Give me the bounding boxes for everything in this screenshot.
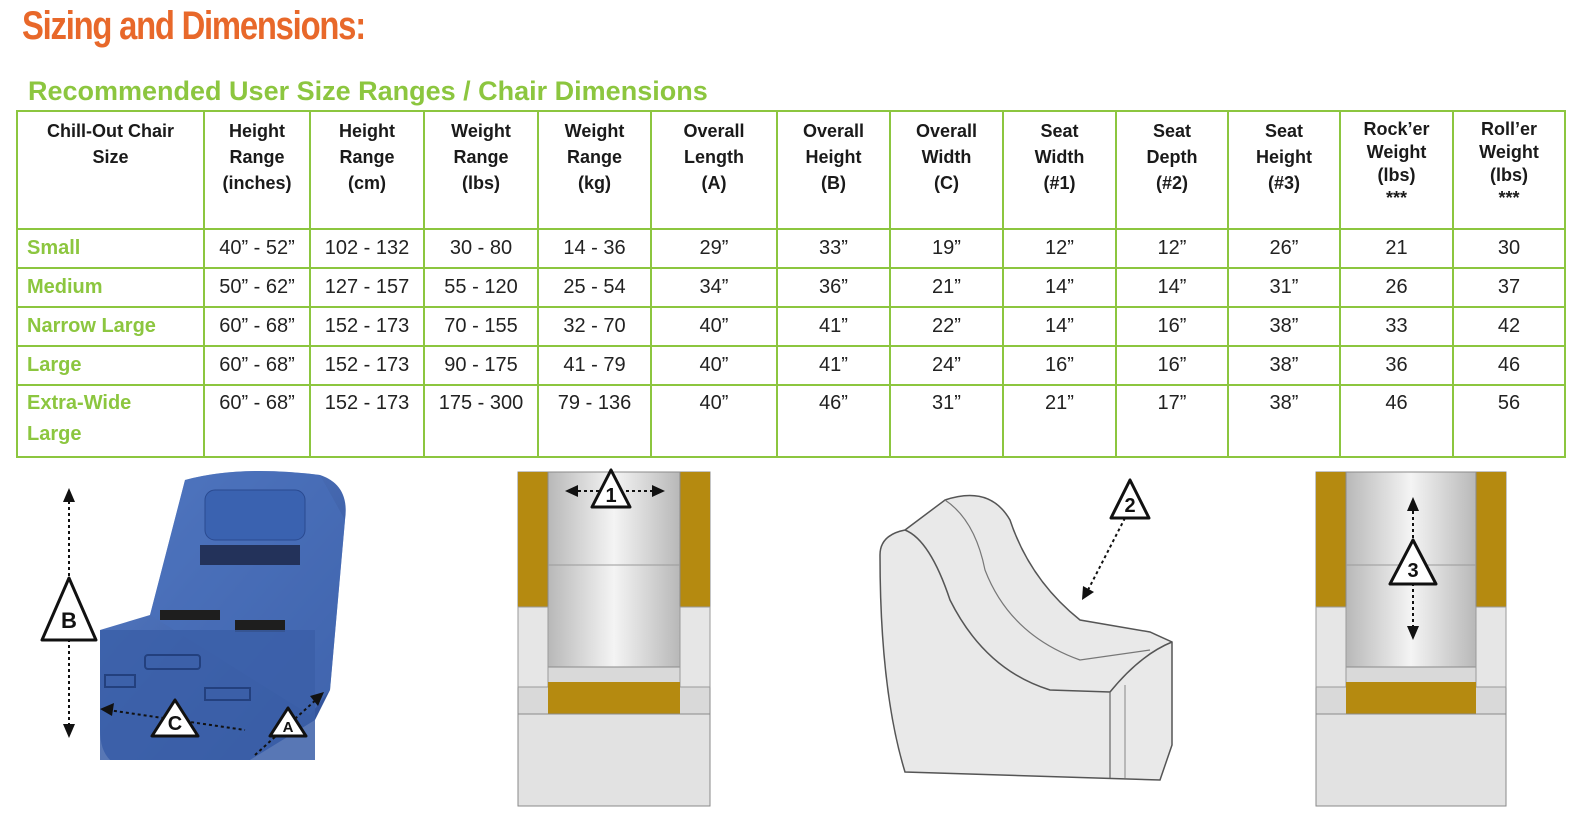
seat-depth-diagram xyxy=(880,480,1172,780)
table-cell: 41 - 79 xyxy=(538,346,651,385)
row-size-label: Small xyxy=(17,229,204,268)
table-cell: 175 - 300 xyxy=(424,385,538,457)
page-title: Sizing and Dimensions: xyxy=(22,4,365,48)
table-row xyxy=(17,385,1565,457)
table-cell: 14” xyxy=(1003,307,1116,346)
header-seat-depth: Seat Depth (#2) xyxy=(1116,111,1228,229)
table-cell: 127 - 157 xyxy=(310,268,424,307)
row-size-label: Large xyxy=(17,346,204,385)
table-cell: 26 xyxy=(1340,268,1453,307)
table-cell: 26” xyxy=(1228,229,1340,268)
table-cell: 33 xyxy=(1340,307,1453,346)
table-row xyxy=(17,268,1565,307)
marker-c: C xyxy=(167,713,183,735)
table-cell: 16” xyxy=(1003,346,1116,385)
table-cell: 56 xyxy=(1453,385,1565,457)
table-cell: 41” xyxy=(777,307,890,346)
table-cell: 30 - 80 xyxy=(424,229,538,268)
table-cell: 40” - 52” xyxy=(204,229,310,268)
header-height-cm: Height Range (cm) xyxy=(310,111,424,229)
marker-b: B xyxy=(61,608,77,633)
table-cell: 32 - 70 xyxy=(538,307,651,346)
chair-photo xyxy=(42,471,346,760)
table-cell: 16” xyxy=(1116,307,1228,346)
table-cell: 14” xyxy=(1116,268,1228,307)
table-cell: 79 - 136 xyxy=(538,385,651,457)
header-weight-kg: Weight Range (kg) xyxy=(538,111,651,229)
table-cell: 22” xyxy=(890,307,1003,346)
header-seat-width: Seat Width (#1) xyxy=(1003,111,1116,229)
table-cell: 38” xyxy=(1228,346,1340,385)
seat-width-diagram xyxy=(518,470,710,806)
table-caption: Recommended User Size Ranges / Chair Dimensions xyxy=(28,76,708,106)
table-cell: 40” xyxy=(651,346,777,385)
table-cell: 152 - 173 xyxy=(310,307,424,346)
table-cell: 25 - 54 xyxy=(538,268,651,307)
table-body xyxy=(17,229,1565,457)
table-cell: 21” xyxy=(1003,385,1116,457)
table-row xyxy=(17,346,1565,385)
table-cell: 31” xyxy=(1228,268,1340,307)
row-size-label: Extra-Wide Large xyxy=(17,385,204,457)
table-cell: 17” xyxy=(1116,385,1228,457)
table-cell: 46 xyxy=(1340,385,1453,457)
table-cell: 60” - 68” xyxy=(204,385,310,457)
row-size-label: Medium xyxy=(17,268,204,307)
table-cell: 29” xyxy=(651,229,777,268)
table-cell: 21” xyxy=(890,268,1003,307)
table-row xyxy=(17,307,1565,346)
table-row xyxy=(17,229,1565,268)
table-cell: 37 xyxy=(1453,268,1565,307)
header-overall-height: Overall Height (B) xyxy=(777,111,890,229)
table-cell: 38” xyxy=(1228,307,1340,346)
table-cell: 12” xyxy=(1003,229,1116,268)
table-cell: 38” xyxy=(1228,385,1340,457)
table-cell: 60” - 68” xyxy=(204,346,310,385)
table-cell: 50” - 62” xyxy=(204,268,310,307)
table-cell: 102 - 132 xyxy=(310,229,424,268)
table-cell: 33” xyxy=(777,229,890,268)
header-size: Chill-Out Chair Size xyxy=(17,111,204,229)
header-height-in: Height Range (inches) xyxy=(204,111,310,229)
size-dimension-table xyxy=(16,110,1566,458)
table-cell: 21 xyxy=(1340,229,1453,268)
header-seat-height: Seat Height (#3) xyxy=(1228,111,1340,229)
marker-a: A xyxy=(282,719,294,736)
table-cell: 36 xyxy=(1340,346,1453,385)
chair-figures xyxy=(0,460,1574,832)
seat-height-diagram xyxy=(1316,472,1506,806)
table-cell: 16” xyxy=(1116,346,1228,385)
table-cell: 40” xyxy=(651,307,777,346)
table-cell: 31” xyxy=(890,385,1003,457)
header-row xyxy=(17,111,1565,229)
header-overall-length: Overall Length (A) xyxy=(651,111,777,229)
row-size-label: Narrow Large xyxy=(17,307,204,346)
table-cell: 41” xyxy=(777,346,890,385)
table-cell: 55 - 120 xyxy=(424,268,538,307)
header-rocker-weight: Rock’er Weight (lbs) *** xyxy=(1340,111,1453,229)
table-cell: 19” xyxy=(890,229,1003,268)
table-cell: 60” - 68” xyxy=(204,307,310,346)
table-cell: 30 xyxy=(1453,229,1565,268)
table-cell: 34” xyxy=(651,268,777,307)
table-cell: 36” xyxy=(777,268,890,307)
table-cell: 14” xyxy=(1003,268,1116,307)
table-cell: 90 - 175 xyxy=(424,346,538,385)
header-weight-lbs: Weight Range (lbs) xyxy=(424,111,538,229)
table-cell: 40” xyxy=(651,385,777,457)
table-cell: 152 - 173 xyxy=(310,385,424,457)
table-cell: 46 xyxy=(1453,346,1565,385)
table-cell: 70 - 155 xyxy=(424,307,538,346)
marker-1: 1 xyxy=(605,485,617,507)
table-cell: 46” xyxy=(777,385,890,457)
table-cell: 14 - 36 xyxy=(538,229,651,268)
table-cell: 24” xyxy=(890,346,1003,385)
table-cell: 42 xyxy=(1453,307,1565,346)
table-cell: 152 - 173 xyxy=(310,346,424,385)
header-overall-width: Overall Width (C) xyxy=(890,111,1003,229)
marker-3: 3 xyxy=(1407,560,1419,582)
table-cell: 12” xyxy=(1116,229,1228,268)
header-roller-weight: Roll’er Weight (lbs) *** xyxy=(1453,111,1565,229)
marker-2: 2 xyxy=(1124,495,1136,517)
